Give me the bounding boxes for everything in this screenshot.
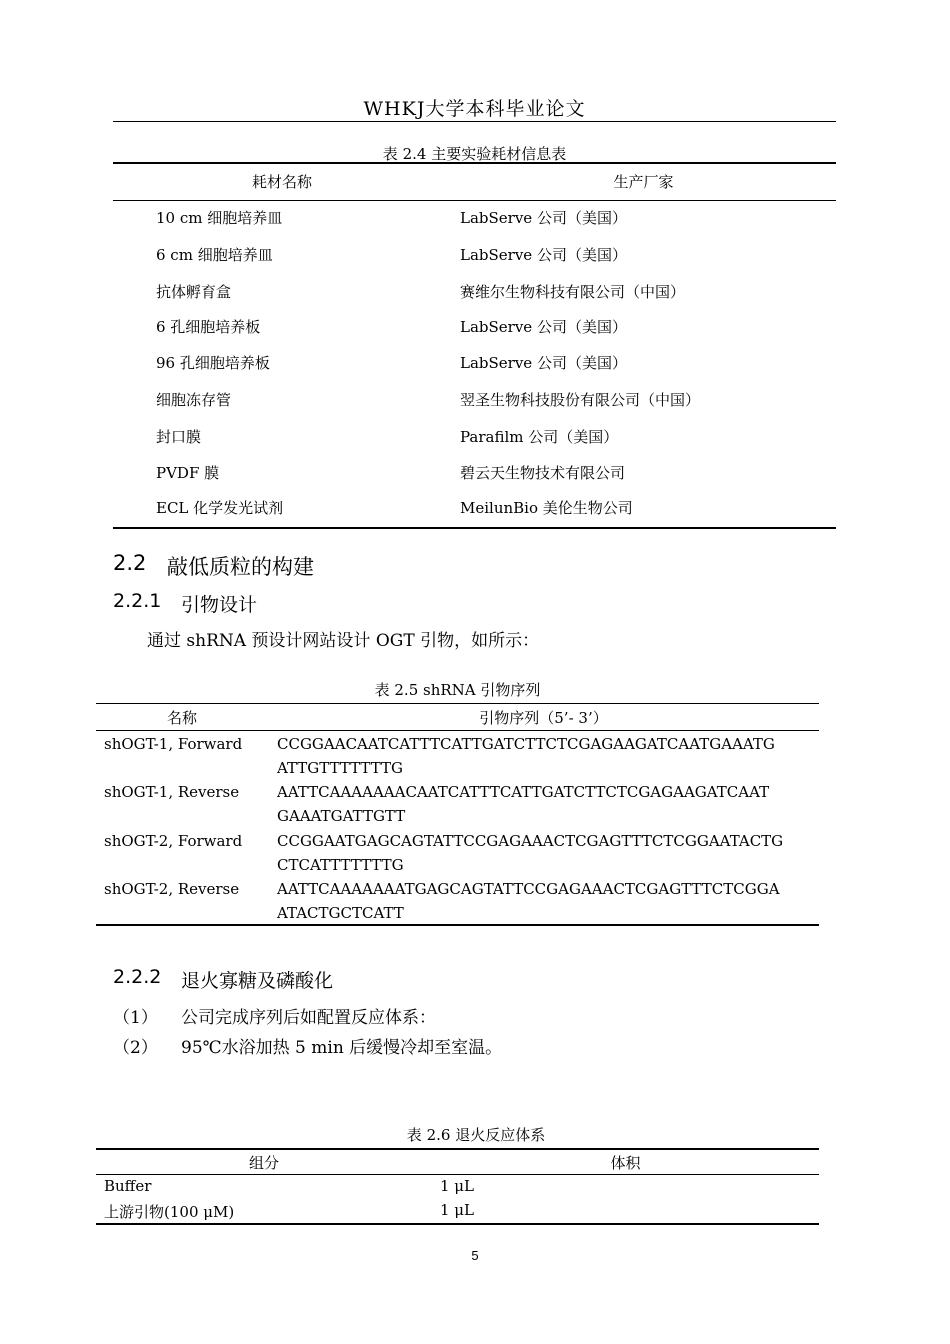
table-row-maker: LabServe 公司（美国）	[460, 209, 627, 227]
paragraph-primer-design: 通过 shRNA 预设计网站设计 OGT 引物，如所示：	[147, 631, 540, 651]
table-row-seq-line2: CTCATTTTTTTG	[277, 856, 404, 874]
table-2-5-header-seq: 引物序列（5’- 3’）	[479, 709, 608, 727]
step-text: 公司完成序列后如配置反应体系：	[181, 1008, 436, 1028]
page-number: 5	[471, 1248, 479, 1263]
step-number: （2）	[113, 1038, 158, 1058]
table-2-4-header-name: 耗材名称	[251, 173, 312, 191]
section-2-2-1-title: 引物设计	[181, 594, 258, 616]
table-row-name: ECL 化学发光试剂	[156, 499, 284, 517]
table-row-maker: 赛维尔生物科技有限公司（中国）	[460, 283, 686, 301]
table-row-name: shOGT-2, Forward	[104, 832, 243, 850]
section-2-2-2-number: 2.2.2	[113, 966, 162, 988]
table-2-4-header-maker: 生产厂家	[613, 173, 674, 191]
table-row-seq-line1: CCGGAATGAGCAGTATTCCGAGAAACTCGAGTTTCTCGGAATACTG	[277, 832, 784, 850]
table-row-maker: 碧云天生物技术有限公司	[460, 464, 626, 482]
table-2-4-top-rule	[113, 162, 836, 164]
table-row-maker: 翌圣生物科技股份有限公司（中国）	[460, 391, 701, 409]
table-row-maker: LabServe 公司（美国）	[460, 318, 627, 336]
section-2-2-1-number: 2.2.1	[113, 590, 162, 612]
table-row-seq-line1: AATTCAAAAAAACAATCATTTCATTGATCTTCTCGAGAAGATCAAT	[277, 783, 770, 801]
table-2-4-header-rule	[113, 200, 836, 201]
table-row-name: PVDF 膜	[156, 464, 220, 482]
table-row-name: 10 cm 细胞培养皿	[156, 209, 283, 227]
table-2-6-header-volume: 体积	[610, 1154, 641, 1172]
table-row-name: 抗体孵育盒	[156, 283, 232, 301]
table-row-maker: LabServe 公司（美国）	[460, 354, 627, 372]
table-row-name: shOGT-1, Forward	[104, 735, 243, 753]
table-2-6-top-rule	[96, 1148, 819, 1150]
table-2-5-header-name: 名称	[166, 709, 197, 727]
table-row-name: shOGT-1, Reverse	[104, 783, 240, 801]
section-2-2-2-title: 退火寡糖及磷酸化	[181, 970, 334, 992]
table-row-name: shOGT-2, Reverse	[104, 880, 240, 898]
step-text: 95℃水浴加热 5 min 后缓慢冷却至室温。	[181, 1038, 503, 1058]
table-2-6-header-rule	[96, 1174, 819, 1175]
table-row-name: Buffer	[104, 1177, 152, 1195]
table-2-5-bottom-rule	[96, 924, 819, 926]
table-row-volume: 1 μL	[440, 1201, 475, 1219]
table-row-name: 6 cm 细胞培养皿	[156, 246, 273, 264]
table-2-4-caption: 表 2.4 主要实验耗材信息表	[382, 145, 567, 163]
table-2-5-header-rule	[96, 730, 819, 731]
table-row-name: 6 孔细胞培养板	[156, 318, 261, 336]
table-2-5-caption: 表 2.5 shRNA 引物序列	[374, 681, 541, 699]
table-row-seq-line2: ATTGTTTTTTTG	[277, 759, 403, 777]
table-row-name: 细胞冻存管	[156, 391, 232, 409]
table-row-name: 上游引物(100 μM)	[104, 1203, 235, 1221]
table-2-6-bottom-rule	[96, 1223, 819, 1225]
table-2-4-bottom-rule	[113, 527, 836, 529]
section-2-2-title: 敲低质粒的构建	[167, 555, 314, 579]
table-row-seq-line1: AATTCAAAAAAATGAGCAGTATTCCGAGAAACTCGAGTTTCTCGGA	[277, 880, 780, 898]
table-row-name: 封口膜	[156, 428, 202, 446]
page-header: WHKJ大学本科毕业论文	[363, 98, 586, 120]
table-row-maker: LabServe 公司（美国）	[460, 246, 627, 264]
table-row-seq-line2: ATACTGCTCATT	[277, 904, 404, 922]
step-number: （1）	[113, 1008, 158, 1028]
table-row-seq-line2: GAAATGATTGTT	[277, 807, 406, 825]
section-2-2-number: 2.2	[113, 551, 147, 575]
table-2-6-header-component: 组分	[248, 1154, 279, 1172]
table-row-volume: 1 μL	[440, 1177, 475, 1195]
table-2-6-caption: 表 2.6 退火反应体系	[406, 1126, 546, 1144]
table-row-maker: Parafilm 公司（美国）	[460, 428, 619, 446]
table-row-name: 96 孔细胞培养板	[156, 354, 270, 372]
table-2-5-top-rule	[96, 703, 819, 704]
table-row-seq-line1: CCGGAACAATCATTTCATTGATCTTCTCGAGAAGATCAATGAAATG	[277, 735, 775, 753]
header-divider	[113, 121, 836, 122]
table-row-maker: MeilunBio 美伦生物公司	[460, 499, 633, 517]
